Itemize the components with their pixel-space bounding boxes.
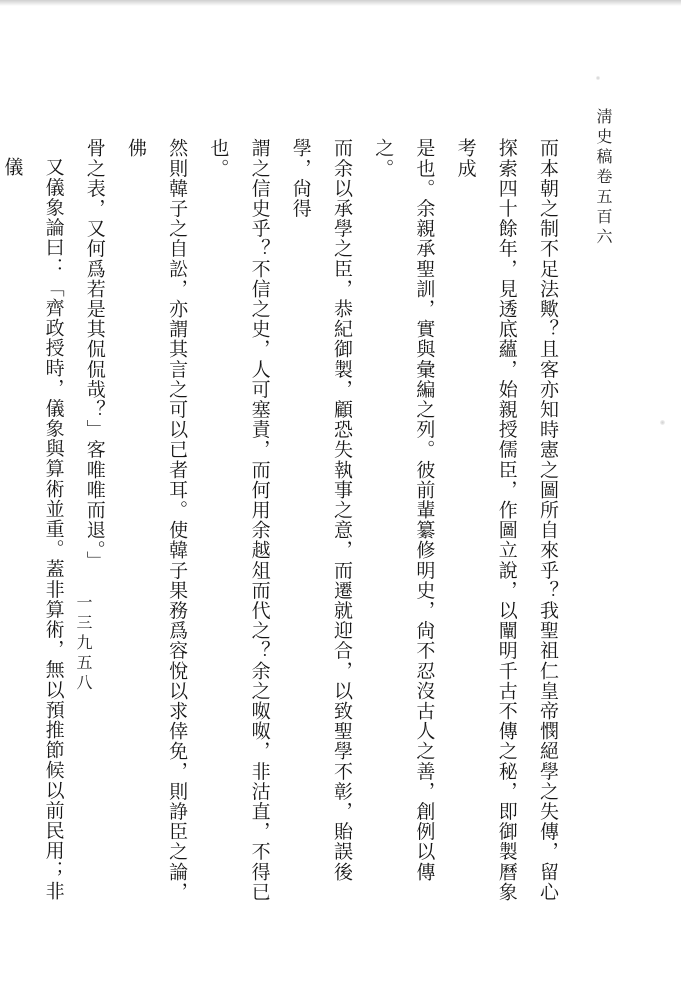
running-title: 淸史稿卷五百六	[594, 108, 613, 248]
page-number: 一三九五八	[74, 594, 93, 694]
text-column: 而本朝之制不足法歟？且客亦知時憲之圖所自來乎？我聖祖仁皇帝憫絕學之失傳，留心	[537, 138, 559, 902]
scan-speck	[596, 76, 600, 80]
text-column: 探索四十餘年，見透底蘊，始親授儒臣，作圖立說，以闡明千古不傳之秘，即御製曆象考成	[454, 138, 518, 902]
text-column: 是也。余親承聖訓，實與彙編之列。彼前輩纂修明史，尙不忍沒古人之善，創例以傳之。	[372, 138, 436, 882]
scan-speck	[660, 420, 665, 425]
text-column: 而余以承學之臣，恭紀御製，顧恐失執事之意，而遷就迎合，以致聖學不彰，貽誤後學，尙得	[289, 138, 353, 882]
scan-edge	[0, 0, 681, 6]
text-column: 然則韓子之自訟，亦謂其言之可以已者耳。使韓子果務爲容悅以求倖免，則諍臣之論，佛	[124, 138, 189, 902]
text-column-paragraph-start: 又儀象論曰：「齊政授時，儀象與算術並重。蓋非算術，無以預推節候以前民用；非儀	[1, 157, 65, 901]
text-column: 骨之表，又何爲若是其侃侃哉？」客唯唯而退。」	[83, 138, 106, 571]
text-column: 謂之信史乎？不信之史，人可塞責，而何用余越俎而代之？余之呶呶，非沽直，不得已也。	[207, 138, 271, 902]
